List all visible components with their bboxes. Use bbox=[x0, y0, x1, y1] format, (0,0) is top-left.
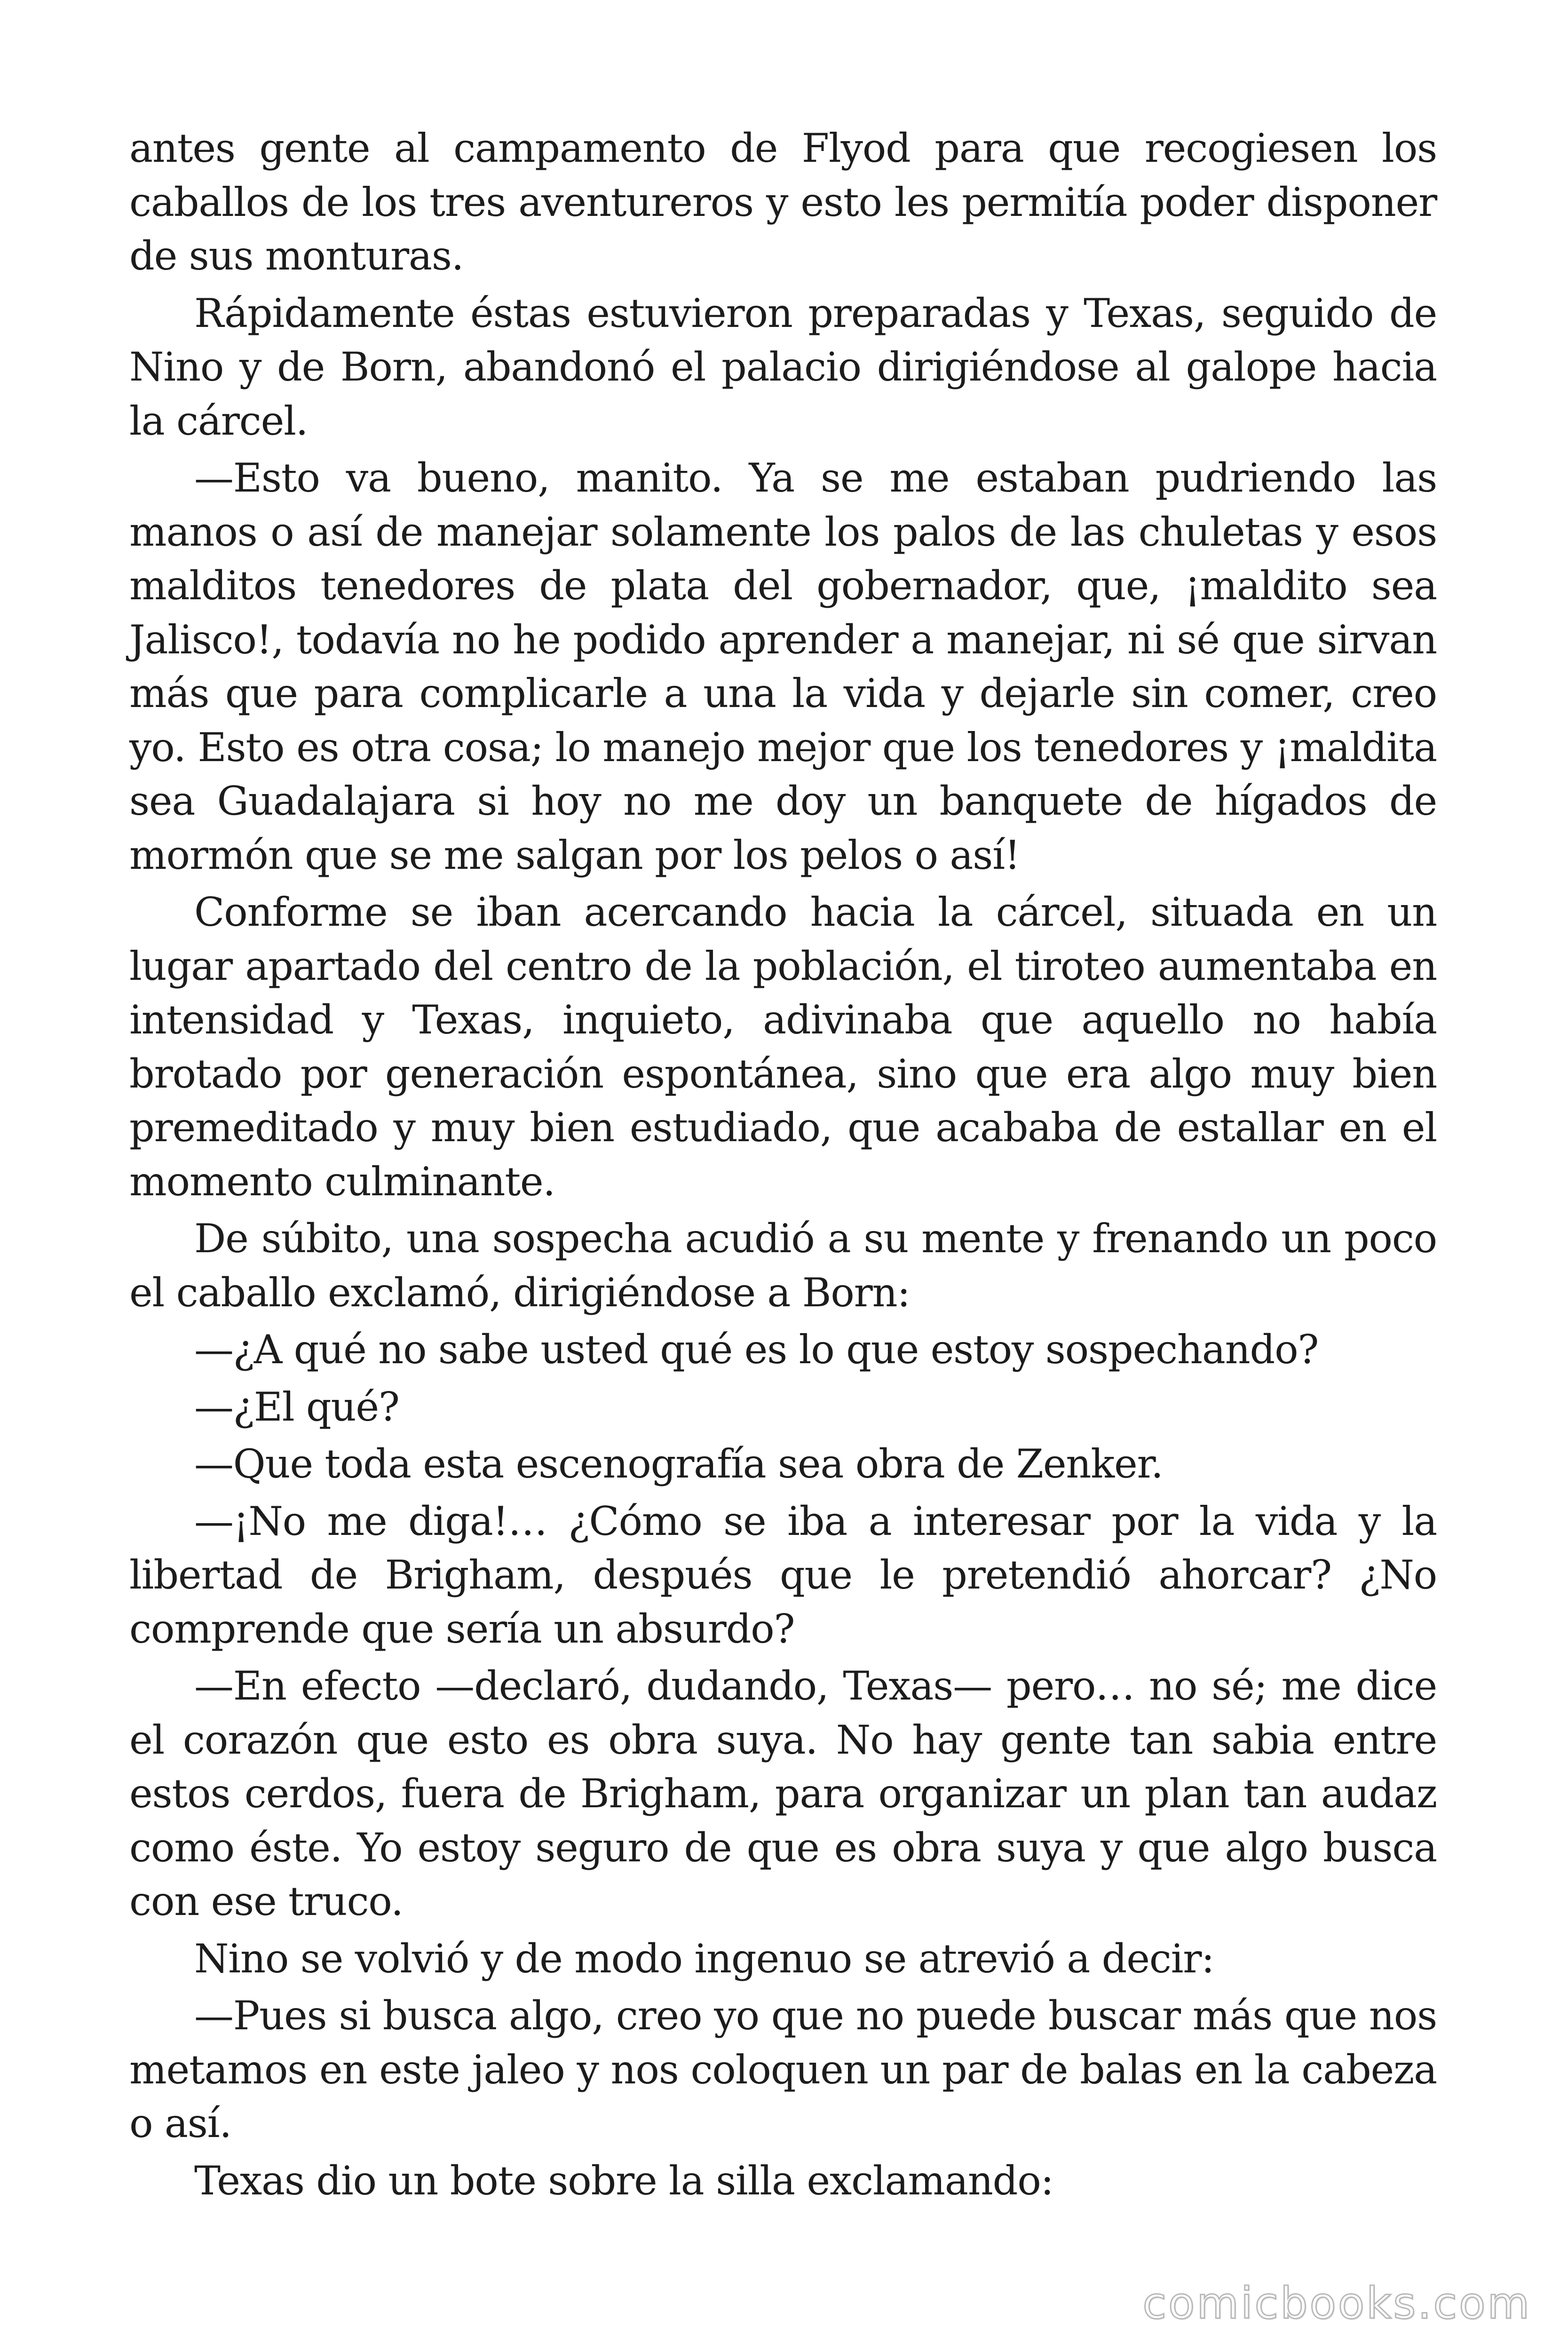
paragraph: Texas dio un bote sobre la silla exclamando: bbox=[194, 2157, 1053, 2204]
dialogue-line: —¿A qué no sabe usted qué es lo que estoy sospechando? bbox=[194, 1327, 1319, 1373]
paragraph: —Esto va bueno, manito. Ya se me estaban pudriendo las manos o así de manejar solamente los palos de las chuletas y esos malditos tenedores de plata del gobernador, que, ¡maldito sea Jalisco!, todavía no he podido aprender a manejar, ni sé que sirvan más que para complicarle a una la vida y dejarle sin comer, creo yo. Esto es otra cosa; lo manejo mejor que los tenedores y ¡maldita sea Guadalajara si hoy no me doy un banquete de hígados de mormón que se me salgan por los pelos o así! bbox=[129, 455, 1437, 878]
paragraph: Nino se volvió y de modo ingenuo se atrevió a decir: bbox=[194, 1935, 1214, 1982]
paragraph: antes gente al campamento de Flyod para que recogiesen los caballos de los tres aventureros y esto les permitía poder disponer de sus monturas. bbox=[129, 125, 1437, 279]
dialogue-line: —Que toda esta escenografía sea obra de Zenker. bbox=[194, 1441, 1163, 1487]
paragraph: Conforme se iban acercando hacia la cárcel, situada en un lugar apartado del centro de la población, el tiroteo aumentaba en intensidad y Texas, inquieto, adivinaba que aquello no había brotado por generación espontánea, sino que era algo muy bien premeditado y muy bien estudiado, que acababa de estallar en el momento culminante. bbox=[129, 889, 1437, 1205]
dialogue-line: —¿El qué? bbox=[194, 1383, 399, 1430]
dialogue-line: —Pues si busca algo, creo yo que no puede buscar más que nos metamos en este jaleo y nos coloquen un par de balas en la cabeza o así. bbox=[129, 1993, 1437, 2146]
body-text bbox=[129, 121, 1437, 2211]
paragraph: De súbito, una sospecha acudió a su mente y frenando un poco el caballo exclamó, dirigiéndose a Born: bbox=[129, 1216, 1437, 1316]
paragraph: Rápidamente éstas estuvieron preparadas y Texas, seguido de Nino y de Born, abandonó el palacio dirigiéndose al galope hacia la cárcel. bbox=[129, 290, 1437, 444]
dialogue-line: —¡No me diga!… ¿Cómo se iba a interesar por la vida y la libertad de Brigham, después que le pretendió ahorcar? ¿No comprende que sería un absurdo? bbox=[129, 1498, 1437, 1652]
watermark-logo: comicbooks.com bbox=[1142, 2278, 1531, 2328]
dialogue-line: —En efecto —declaró, dudando, Texas— pero… no sé; me dice el corazón que esto es obra suya. No hay gente tan sabia entre estos cerdos, fuera de Brigham, para organizar un plan tan audaz como éste. Yo estoy seguro de que es obra suya y que algo busca con ese truco. bbox=[129, 1663, 1437, 1924]
